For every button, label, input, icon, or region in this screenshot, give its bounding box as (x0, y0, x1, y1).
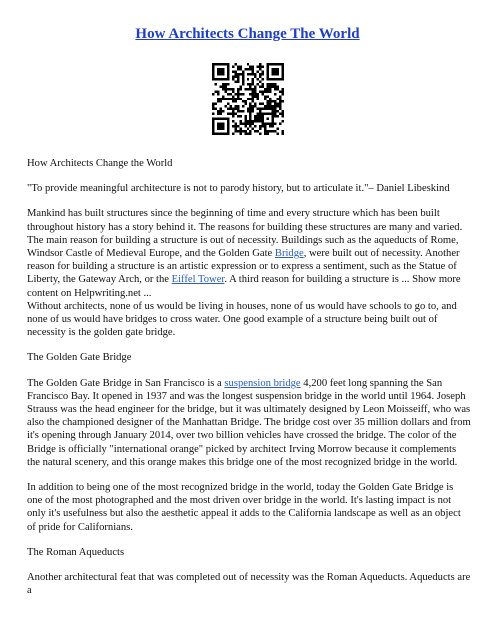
paragraph-golden-gate-text-b: 4,200 feet long spanning the San Francisco Bay. It opened in 1937 and was the longest suspension bridge in the world until 1964. Joseph Strauss was the head engineer for the bridge, but it was ultimately designed by Leon Moisseiff, who was also the championed designer of the Manhattan Bridge. The bridge cost over 35 million dollars and from it's opening through January 2014, over two billion vehicles have crossed the bridge. The color of the Bridge is officially "international orange" picked by architect Irving Morrow because it complements the natural scenery, and this orange makes this bridge one of the most recognized bridge in the world. (27, 377, 471, 468)
paragraph-intro (27, 207, 471, 299)
paragraph-golden-gate (27, 377, 471, 469)
opening-quote: "To provide meaningful architecture is not to parody history, but to articulate it."– Daniel Libeskind (27, 183, 450, 195)
eiffel-tower-link[interactable]: Eiffel Tower (171, 274, 225, 286)
section-heading-roman-aqueducts: The Roman Aqueducts (27, 546, 125, 558)
section-heading-golden-gate: The Golden Gate Bridge (27, 352, 132, 364)
paragraph-intro-text-c: . A third reason for building a structure is ... Show more content on Helpwriting.net ... (27, 274, 461, 299)
bridge-link[interactable]: Bridge (274, 248, 304, 260)
paragraph-without-architects: Without architects, none of us would be living in houses, none of us would have schools to go to, and none of us would have bridges to cross water. One good example of a structure being built out of necessity is the golden gate bridge. (27, 300, 457, 339)
paragraph-golden-gate-text-a: The Golden Gate Bridge in San Francisco is a (27, 377, 225, 389)
suspension-bridge-link[interactable]: suspension bridge (224, 377, 301, 389)
page-title-link[interactable]: How Architects Change The World (135, 26, 360, 42)
paragraph-intro-text-a: Mankind has built structures since the beginning of time and every structure which has been built throughout history has a story behind it. The reasons for building these structures are many and varied. The main reason for building a structure is out of necessity. Buildings such as the aqueducts of Rome, Windsor Castle of Medieval Europe, and the Golden Gate (27, 208, 463, 260)
paragraph-roman-aqueducts: Another architectural feat that was completed out of necessity was the Roman Aqueducts. Aqueducts are a (27, 572, 471, 597)
document-heading: How Architects Change the World (27, 158, 173, 169)
document-body (27, 157, 471, 609)
paragraph-recognized-bridge: In addition to being one of the most recognized bridge in the world, today the Golden Gate Bridge is one of the most photographed and the most driven over bridge in the world. It's lasting impact is not only it's usefulness but also the aesthetic appeal it adds to the California landscape as well as an object of pride for Californians. (27, 482, 461, 533)
paragraph-intro-text-b: , were built out of necessity. Another reason for building a structure is an artistic expression or to express a sentiment, such as the Statue of Liberty, the Gateway Arch, or the (27, 248, 460, 286)
qr-code-icon (212, 63, 284, 135)
